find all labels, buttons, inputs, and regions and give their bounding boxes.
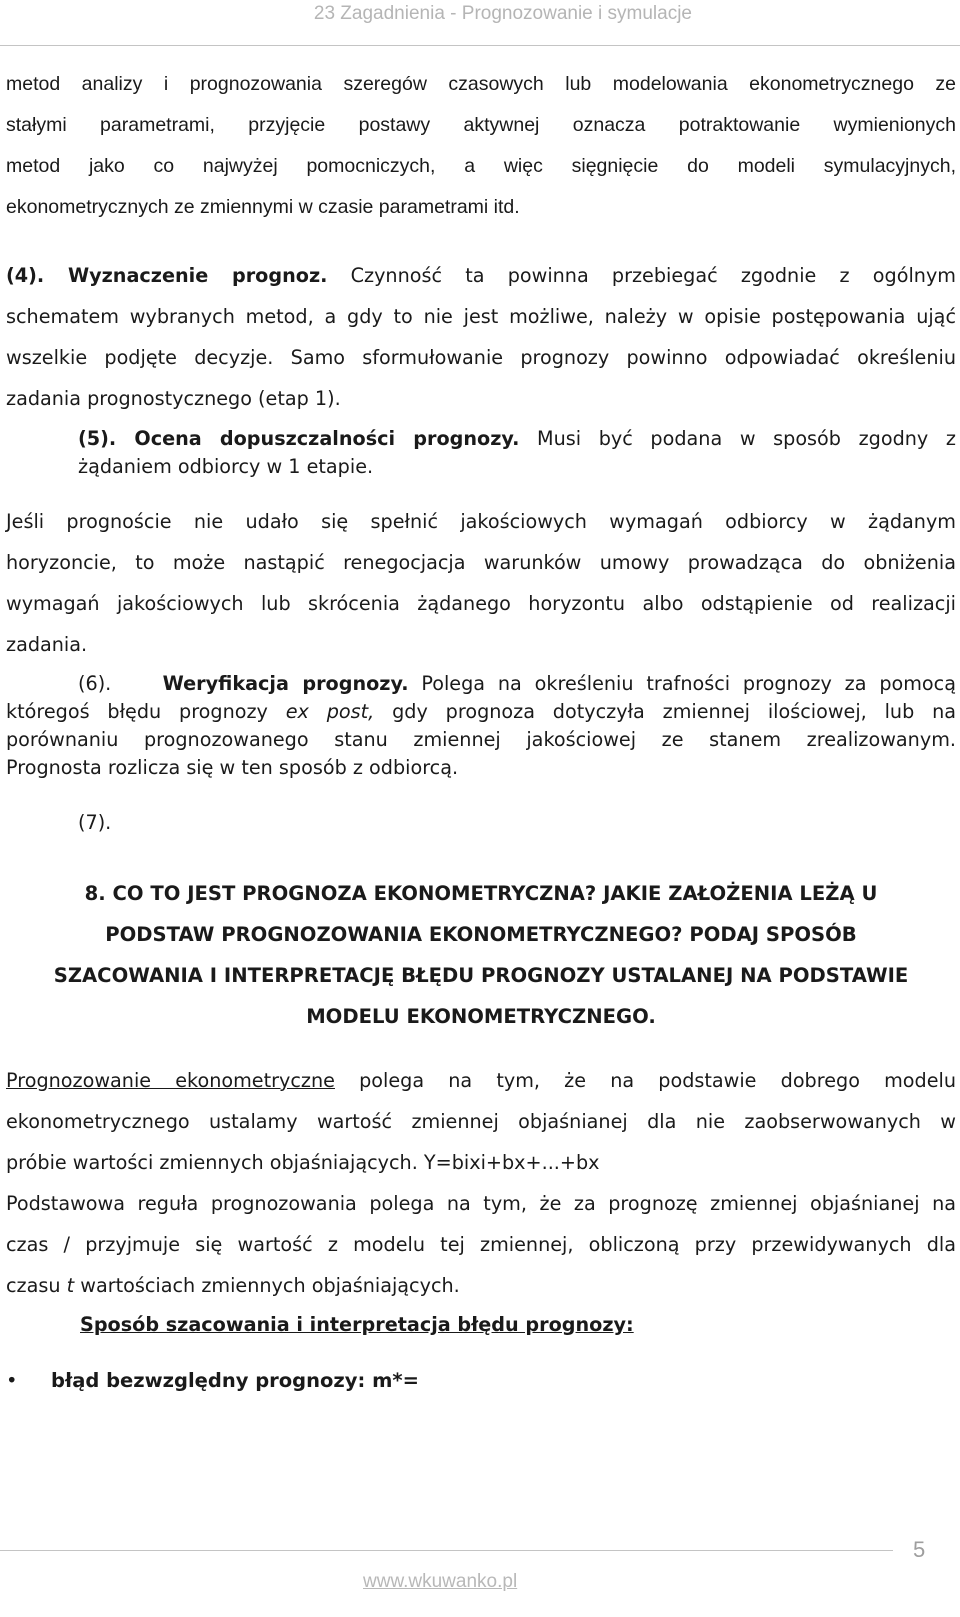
text-fragment: czasu (6, 1274, 67, 1297)
text-line: Polega na określeniu trafności prognozy za pomocą (408, 672, 956, 695)
italic-variable: t (66, 1274, 75, 1297)
text-line: ekonometrycznych ze zmiennymi w czasie parametrami itd. (6, 196, 520, 218)
text-line: próbie wartości zmiennych objaśniających. Y=bixi+bx+...+bx (6, 1151, 600, 1174)
text-line: wymagań jakościowych lub skrócenia żądanego horyzontu albo odstąpienie od realizacji (6, 592, 956, 615)
paragraph-continuation (6, 64, 956, 228)
paragraph-step-4 (6, 255, 956, 419)
heading-line: SZACOWANIA I INTERPRETACJĘ BŁĘDU PROGNOZY USTALANEJ NA PODSTAWIE (53, 964, 909, 987)
bullet-icon: • (6, 1369, 18, 1392)
footer-rule (0, 1550, 893, 1551)
paragraph-rule (6, 1183, 956, 1306)
underlined-term: Prognozowanie ekonometryczne (6, 1069, 335, 1092)
text-line: Prognosta rozlicza się w ten sposób z odbiorcą. (6, 756, 459, 779)
text-line: czas / przyjmuje się wartość z modelu tej zmiennej, obliczoną przy przewidywanych dla (6, 1233, 956, 1256)
text-line: Musi być podana w sposób zgodny z (519, 427, 956, 450)
subheading-text: Sposób szacowania i interpretacja błędu prognozy: (80, 1313, 634, 1336)
text-line: horyzoncie, to może nastąpić renegocjacja warunków umowy prowadząca do obniżenia (6, 551, 956, 574)
text-line: zadania prognostycznego (etap 1). (6, 387, 341, 410)
step-7-number: (7). (78, 811, 112, 834)
text-line: schematem wybranych metod, a gdy to nie jest możliwe, należy w opisie postępowania ująć (6, 305, 956, 328)
subheading (80, 1304, 880, 1345)
paragraph-prognozowanie (6, 1060, 956, 1183)
text-line: Podstawowa reguła prognozowania polega na tym, że za prognozę zmiennej objaśnianej na (6, 1192, 956, 1215)
text-line: metod analizy i prognozowania szeregów czasowych lub modelowania ekonometrycznego ze (6, 73, 956, 95)
text-fragment: któregoś błędu prognozy (6, 700, 286, 723)
step-6-number: (6). (78, 672, 112, 695)
text-line: zadania. (6, 633, 88, 656)
paragraph-step-6 (6, 670, 956, 782)
heading-line: MODELU EKONOMETRYCZNEGO. (306, 1005, 656, 1028)
section-heading-8 (6, 873, 956, 1037)
heading-line: 8. CO TO JEST PROGNOZA EKONOMETRYCZNA? JAKIE ZAŁOŻENIA LEŻĄ U (84, 882, 878, 905)
text-fragment: wartościach zmiennych objaśniających. (74, 1274, 460, 1297)
text-line: metod jako co najwyżej pomocniczych, a więc sięgnięcie do modeli symulacyjnych, (6, 155, 956, 177)
text-line: wszelkie podjęte decyzje. Samo sformułowanie prognozy powinno odpowiadać określeniu (6, 346, 956, 369)
page-header: 23 Zagadnienia - Prognozowanie i symulacje (313, 3, 692, 24)
bullet-text: błąd bezwzględny prognozy: m*= (51, 1369, 419, 1392)
italic-term: ex post, (285, 700, 375, 723)
step-5-label: (5). Ocena dopuszczalności prognozy. (78, 427, 520, 450)
text-line: porównaniu prognozowanego stanu zmiennej jakościowej ze stanem zrealizowanym. (6, 728, 956, 751)
text-line: Czynność ta powinna przebiegać zgodnie z ogólnym (327, 264, 956, 287)
paragraph-step-5 (78, 425, 956, 481)
text-line: Jeśli prognoście nie udało się spełnić jakościowych wymagań odbiorcy w żądanym (6, 510, 956, 533)
footer-website-link[interactable]: www.wkuwanko.pl (363, 1571, 518, 1592)
heading-line: PODSTAW PROGNOZOWANIA EKONOMETRYCZNEGO? PODAJ SPOSÓB (105, 923, 857, 946)
step-4-label: (4). Wyznaczenie prognoz. (6, 264, 328, 287)
text-line: ekonometrycznego ustalamy wartość zmiennej objaśnianej dla nie zaobserwowanych w (6, 1110, 956, 1133)
header-rule (0, 45, 960, 46)
text-fragment: gdy prognoza dotyczyła zmiennej ilościowej, lub na (374, 700, 957, 723)
step-6-label: Weryfikacja prognozy. (162, 672, 409, 695)
text-line: żądaniem odbiorcy w 1 etapie. (78, 455, 374, 478)
text-line: stałymi parametrami, przyjęcie postawy aktywnej oznacza potraktowanie wymienionych (6, 114, 956, 136)
paragraph-jesli (6, 501, 956, 665)
page-number: 5 (913, 1537, 926, 1562)
text-line: polega na tym, że na podstawie dobrego modelu (334, 1069, 956, 1092)
